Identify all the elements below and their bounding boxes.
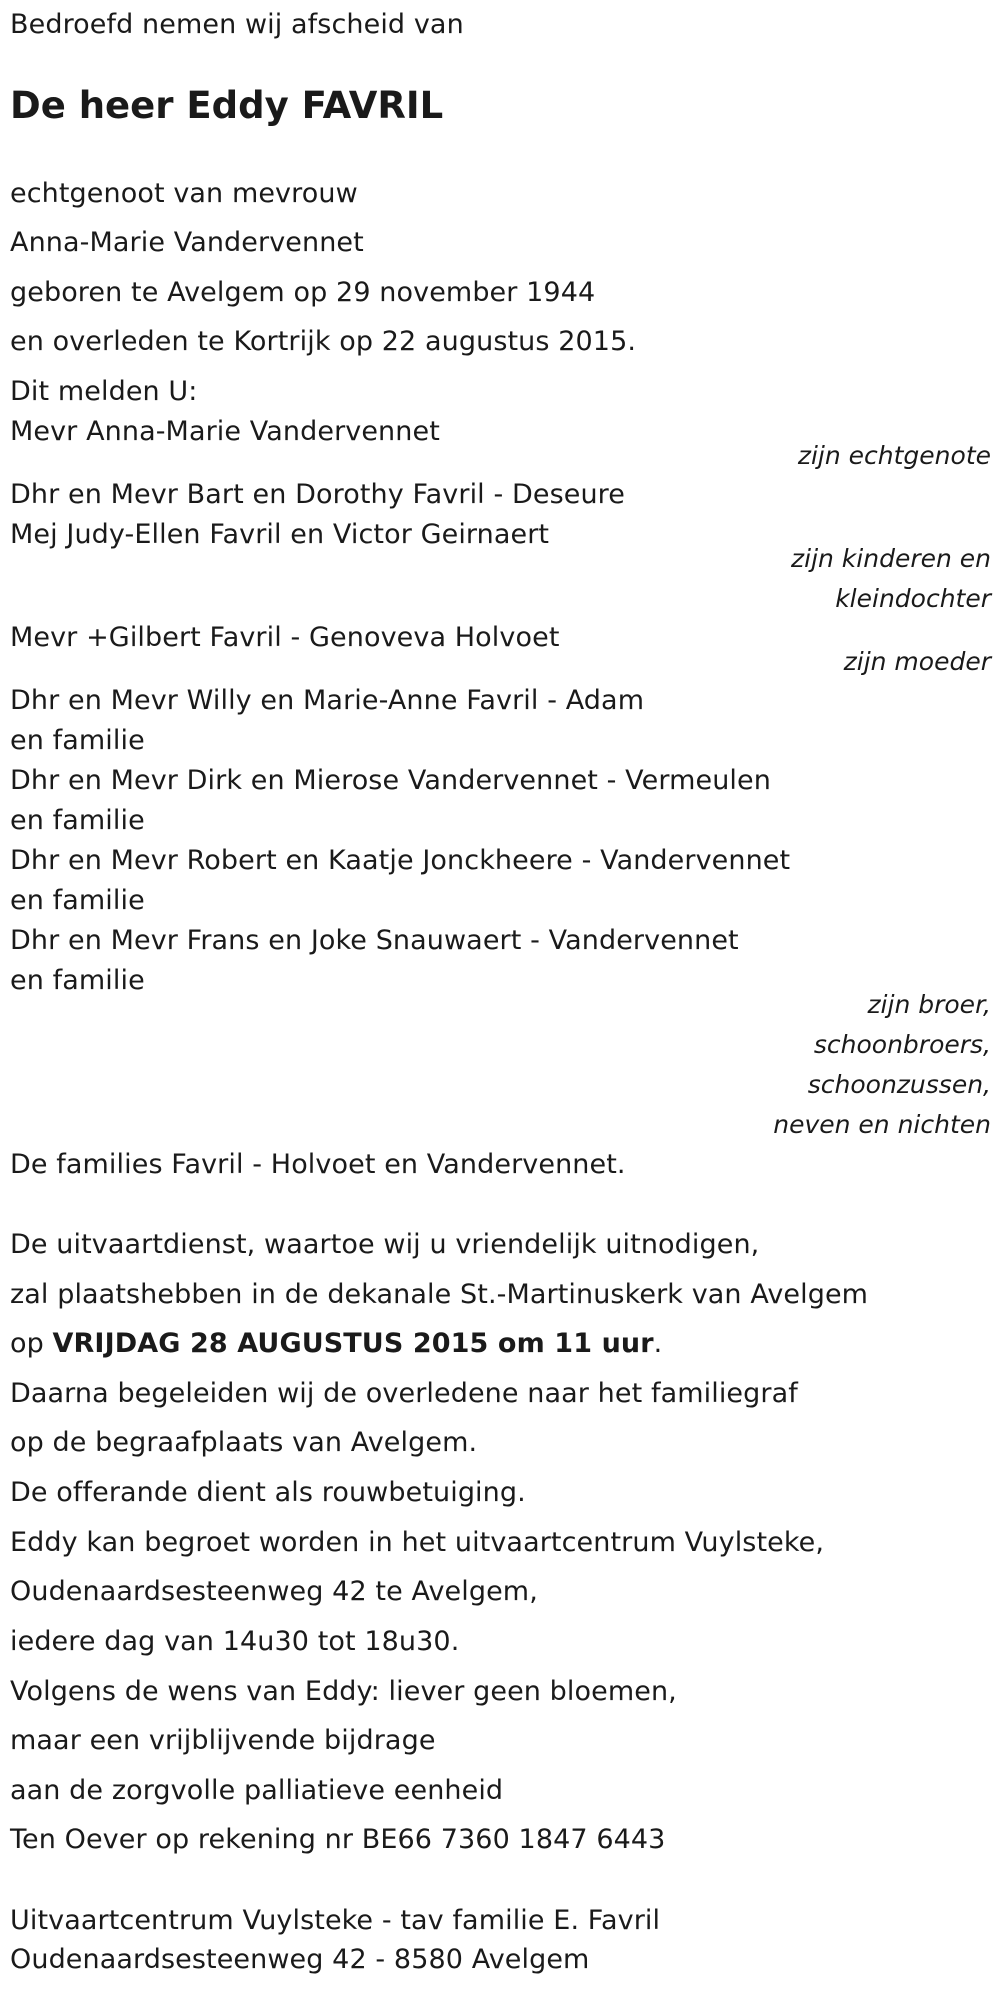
sibling-line: en familie — [10, 725, 145, 756]
sibling-line: en familie — [10, 805, 145, 836]
relation-label: neven en nichten — [773, 1110, 991, 1139]
relation-label: schoonzussen, — [807, 1070, 991, 1099]
service-detail: Volgens de wens van Eddy: liever geen bloemen, — [10, 1676, 677, 1707]
service-detail: Daarna begeleiden wij de overledene naar het familiegraf — [10, 1378, 798, 1409]
bio-line: geboren te Avelgem op 29 november 1944 — [10, 277, 596, 308]
sibling-line: Dhr en Mevr Dirk en Mierose Vandervennet - Vermeulen — [10, 765, 771, 796]
service-detail: Oudenaardsesteenweg 42 te Avelgem, — [10, 1576, 538, 1607]
bio-line: Anna-Marie Vandervennet — [10, 227, 364, 258]
service-date-prefix: op — [10, 1328, 53, 1359]
sibling-line: Dhr en Mevr Willy en Marie-Anne Favril - Adam — [10, 685, 645, 716]
contact-line: Uitvaartcentrum Vuylsteke - tav familie E. Favril — [10, 1905, 661, 1936]
announce-label: Dit melden U: — [10, 376, 198, 407]
intro-text: Bedroefd nemen wij afscheid van — [10, 9, 464, 40]
spouse-name: Mevr Anna-Marie Vandervennet — [10, 416, 440, 447]
service-detail: op de begraafplaats van Avelgem. — [10, 1427, 478, 1458]
sibling-line: Dhr en Mevr Frans en Joke Snauwaert - Vandervennet — [10, 925, 739, 956]
child-name: Mej Judy-Ellen Favril en Victor Geirnaert — [10, 519, 550, 550]
bio-line: en overleden te Kortrijk op 22 augustus 2015. — [10, 326, 637, 357]
sibling-line: en familie — [10, 965, 145, 996]
deceased-name: De heer Eddy FAVRIL — [10, 84, 444, 127]
service-detail: Eddy kan begroet worden in het uitvaartcentrum Vuylsteke, — [10, 1527, 825, 1558]
child-name: Dhr en Mevr Bart en Dorothy Favril - Deseure — [10, 479, 625, 510]
contact-line: Oudenaardsesteenweg 42 - 8580 Avelgem — [10, 1944, 590, 1975]
bank-account-line: Ten Oever op rekening nr BE66 7360 1847 6443 — [10, 1824, 666, 1855]
sibling-line: en familie — [10, 885, 145, 916]
relation-label: zijn moeder — [843, 647, 991, 676]
service-detail: aan de zorgvolle palliatieve eenheid — [10, 1775, 504, 1806]
service-detail: iedere dag van 14u30 tot 18u30. — [10, 1626, 460, 1657]
service-date-suffix: . — [653, 1328, 663, 1359]
relation-label: zijn kinderen en — [791, 544, 991, 573]
mother-name: Mevr +Gilbert Favril - Genoveva Holvoet — [10, 622, 560, 653]
sibling-line: Dhr en Mevr Robert en Kaatje Jonckheere - Vandervennet — [10, 845, 791, 876]
service-line: zal plaatshebben in de dekanale St.-Martinuskerk van Avelgem — [10, 1279, 869, 1310]
service-detail: De offerande dient als rouwbetuiging. — [10, 1477, 526, 1508]
relation-label: zijn echtgenote — [797, 441, 991, 470]
service-date-line — [10, 1327, 662, 1361]
service-date: VRIJDAG 28 AUGUSTUS 2015 om 11 uur — [52, 1328, 654, 1359]
service-detail: maar een vrijblijvende bijdrage — [10, 1725, 436, 1756]
relation-label: zijn broer, — [867, 990, 991, 1019]
bio-line: echtgenoot van mevrouw — [10, 178, 358, 209]
service-line: De uitvaartdienst, waartoe wij u vriendelijk uitnodigen, — [10, 1229, 760, 1260]
relation-label: kleindochter — [835, 584, 991, 613]
relation-label: schoonbroers, — [813, 1030, 991, 1059]
families-line: De families Favril - Holvoet en Vandervennet. — [10, 1149, 626, 1180]
